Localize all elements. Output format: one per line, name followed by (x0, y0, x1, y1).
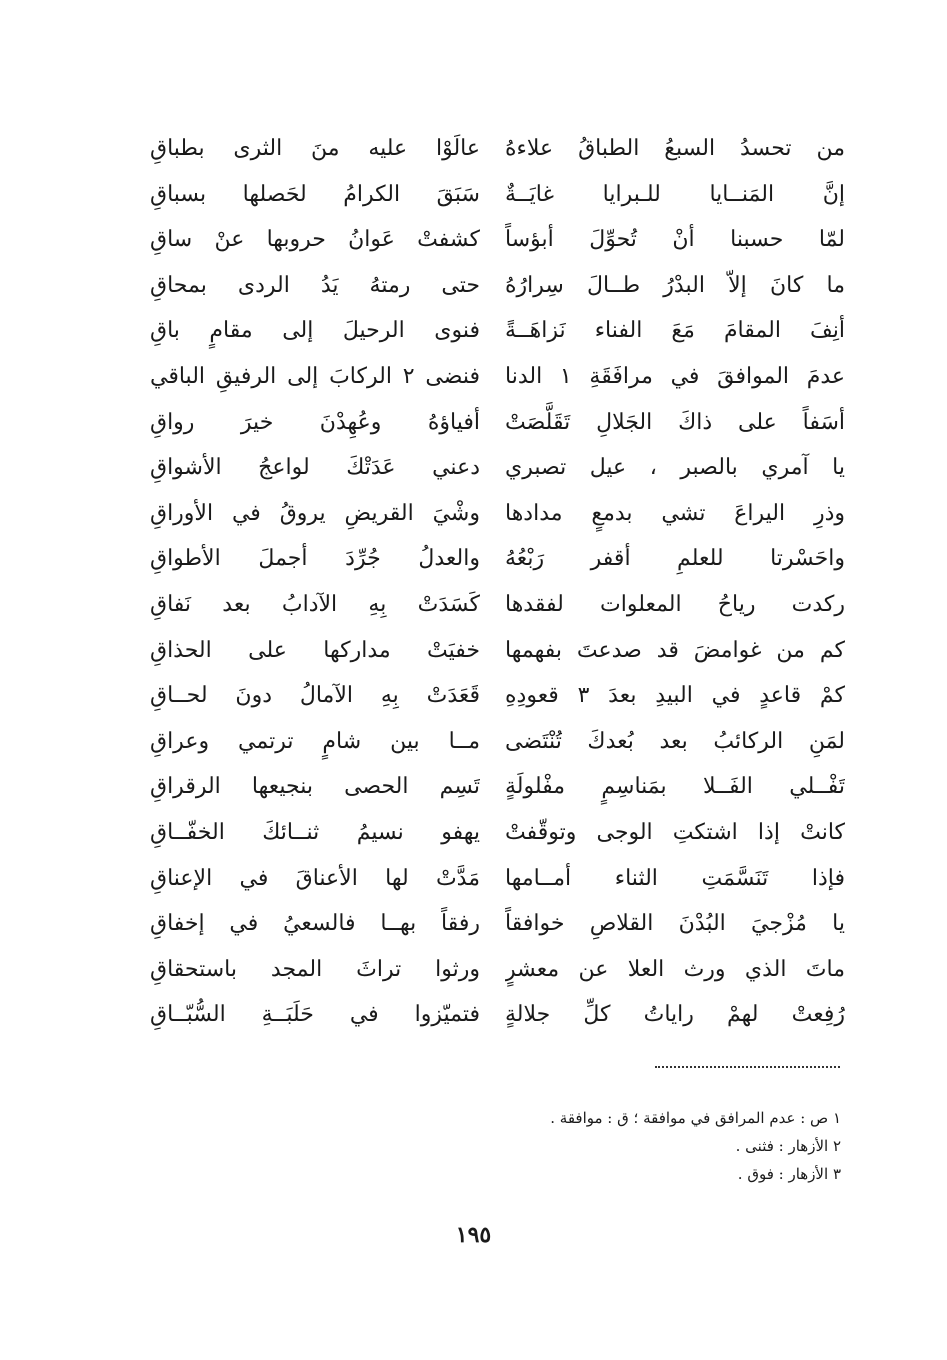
verse-line (150, 263, 845, 309)
verse-second-hemistich: كشفتْ عَوانُ حروبها عنْ ساقِ (150, 227, 480, 253)
verse-second-hemistich: ورثوا تراثَ المجد باستحقاقِ (150, 956, 480, 982)
verse-second-hemistich: فتميّزوا في حَلَبَــةِ السُّبّــاقِ (150, 1002, 480, 1028)
verse-line (150, 764, 845, 810)
verse-line (150, 582, 845, 628)
verse-first-hemistich: يا مُزْجيَ البُدْنَ القلاصِ خوافقاً (505, 911, 845, 937)
verse-first-hemistich: ركدت رياحُ المعلوات لفقدها (505, 592, 845, 617)
verse-line (150, 810, 845, 856)
verse-second-hemistich: وشْيَ القريضِ يروقُ في الأوراقِ (150, 500, 480, 526)
footnote-item: ٢ الأزهار : فثنى . (735, 1137, 841, 1155)
verse-line (150, 308, 845, 354)
verse-line (150, 354, 845, 400)
verse-first-hemistich: كانتْ إذا اشتكتِ الوجى وتوقّفتْ (505, 820, 845, 845)
verse-line (150, 172, 845, 218)
verse-first-hemistich: رُفِعتْ لهمْ راياتُ كلِّ جلالةٍ (505, 1002, 845, 1028)
verse-first-hemistich: ما كانَ إلاّ البدْرُ طــالَ سِرارُهُ (505, 272, 845, 298)
verse-first-hemistich: كمْ قاعدٍ في البيدِ بعدَ ٣ قعودِهِ (505, 683, 845, 709)
verse-line (150, 719, 845, 765)
verse-second-hemistich: رفقاً بهــا فالسعيُ في إخفاقِ (150, 911, 480, 937)
verse-first-hemistich: إنَّ المَنــايا للـبرايا غايَــةٌ (505, 181, 845, 207)
page-number: ١٩٥ (455, 1222, 492, 1248)
verse-second-hemistich: تَسِم الحصى بنجيعها الرقراقِ (150, 774, 480, 800)
verse-line (150, 491, 845, 537)
verse-second-hemistich: أفياؤهُ وعُهِدْنَ خيرَ رواقِ (150, 409, 480, 435)
verse-second-hemistich: فنوى الرحيلَ إلى مقامٍ باقِ (150, 318, 480, 344)
verse-line (150, 217, 845, 263)
verse-first-hemistich: لمَنِ الركائبُ بعد بُعدكَ تُنْتَضى (505, 728, 845, 754)
footnote-separator (655, 1066, 840, 1068)
footnotes (321, 1104, 841, 1188)
verse-line (150, 901, 845, 947)
verse-line (150, 126, 845, 172)
footnote-item: ١ ص : عدم المرافق في موافقة ؛ ق : موافقة . (550, 1109, 841, 1127)
verse-first-hemistich: وذرِ اليراعَ تشي بدمعٍ مدادها (505, 500, 845, 526)
verse-line (150, 856, 845, 902)
verse-line (150, 445, 845, 491)
verse-first-hemistich: عدمَ الموافقَ في مرافَقَةِ ١ الدنا (505, 364, 845, 389)
verse-line (150, 947, 845, 993)
verse-second-hemistich: خفيَتْ مداركها على الحذاقِ (150, 637, 480, 663)
verse-first-hemistich: ماتَ الذي ورث العلا عن معشرٍ (505, 956, 845, 982)
verse-first-hemistich: يا آمري بالصبر ، عيل تصبري (505, 455, 845, 481)
verse-second-hemistich: كَسَدَتْ بِهِ الآدابُ بعد نَفاقِ (150, 592, 480, 617)
verse-line (150, 628, 845, 674)
verse-first-hemistich: كم من غوامضَ قد صدعتَ بفهمها (505, 637, 845, 663)
verse-first-hemistich: واحَسْرتا للعلمِ أقفر رَبْعُهُ (505, 546, 845, 572)
verse-second-hemistich: قَعَدَتْ بِهِ الآمالُ دونَ لحــاقِ (150, 683, 480, 709)
footnote-item: ٣ الأزهار : فوق . (737, 1165, 841, 1183)
verse-second-hemistich: مــا بين شامٍ ترتمي وعراقِ (150, 728, 480, 754)
verse-first-hemistich: أنِفَ المقامَ مَعَ الفناء نَزاهَــةً (505, 318, 845, 344)
verse-second-hemistich: سَبَقَ الكرامُ لحَصلها بسباقِ (150, 181, 480, 207)
verse-first-hemistich: من تحسدُ السبعُ الطباقُ علاءهُ (505, 136, 845, 161)
verse-second-hemistich: مَدَّتْ لها الأعناقَ في الإعناقِ (150, 865, 480, 891)
verse-second-hemistich: فنضى ٢ الركابَ إلى الرفيقِ الباقي (150, 364, 480, 389)
verse-line (150, 400, 845, 446)
poem-body (150, 126, 845, 1046)
verse-line (150, 536, 845, 582)
verse-first-hemistich: أسَفاً على ذاكَ الجَلالِ تَقَلَّصَتْ (505, 409, 845, 435)
verse-first-hemistich: لمّا حسبنا أنْ تُحوِّلَ أبؤساً (505, 227, 845, 253)
verse-second-hemistich: يهفو نسيمُ ثنــائكَ الخفّــاقِ (150, 820, 480, 845)
verse-line (150, 992, 845, 1038)
verse-second-hemistich: دعني عَدَتْكَ لواعجُ الأشواقِ (150, 455, 480, 481)
verse-first-hemistich: تَفْــلي الفَــلا بمَناسِمٍ مفْلولَةٍ (505, 774, 845, 800)
verse-second-hemistich: حتى رمتهُ يَدُ الردى بمحاقِ (150, 272, 480, 298)
verse-second-hemistich: عالَوْا عليه منَ الثرى بطباقِ (150, 136, 480, 161)
verse-line (150, 673, 845, 719)
verse-second-hemistich: والعدلُ جُرِّدَ أجملَ الأطواقِ (150, 546, 480, 572)
verse-first-hemistich: فإذا تَنَسَّمَتِ الثناء أمــامها (505, 865, 845, 891)
